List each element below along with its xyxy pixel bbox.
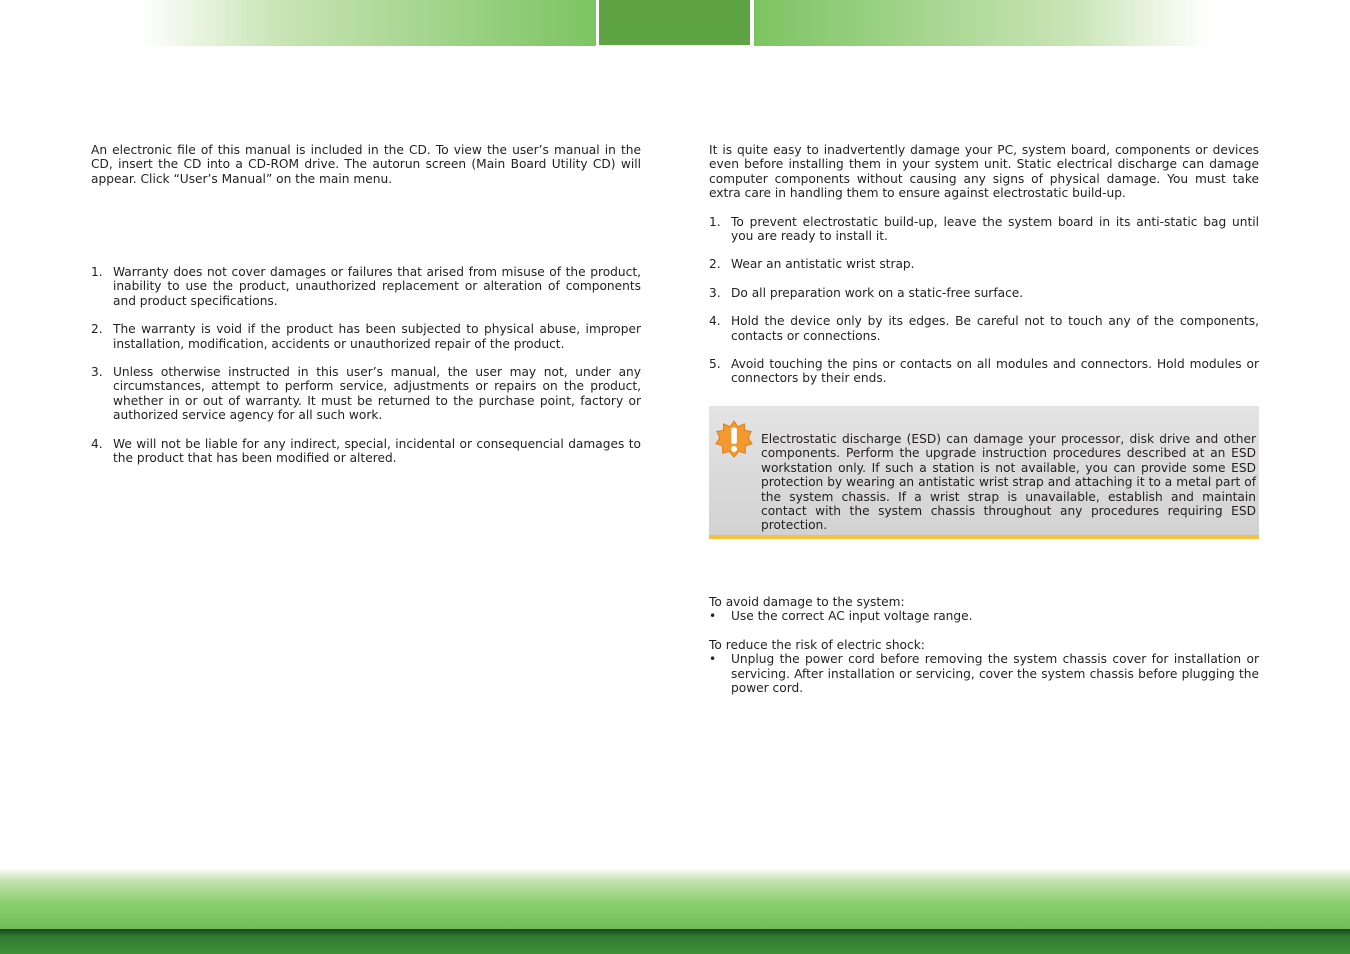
static-intro-paragraph: It is quite easy to inadvertently damage your PC, system board, components or devices even before installing them in your system unit. Static electrical discharge can damage computer components without causing any signs of physical damage. You must take extra care in handling them to ensure against electrostatic build-up. (709, 143, 1259, 201)
list-text: We will not be liable for any indirect, special, incidental or consequencial damages to the product that has been modified or altered. (113, 436, 641, 466)
list-text: The warranty is void if the product has been subjected to physical abuse, improper installation, modification, accidents or unauthorized repair of the product. (113, 322, 641, 351)
list-item (709, 314, 1259, 343)
list-item (709, 357, 1259, 386)
list-number: 1. (91, 265, 103, 279)
footer-band-dark (0, 929, 1350, 954)
header-band-left (140, 0, 596, 46)
bullet: • (709, 652, 717, 667)
list-number: 3. (91, 365, 103, 380)
list-text: Unplug the power cord before removing the system chassis cover for installation or servicing. After installation or servicing, cover the system chassis before plugging the power cord. (731, 652, 1259, 696)
footer-band-gradient (0, 868, 1350, 930)
static-list (709, 215, 1259, 386)
warranty-list (91, 265, 641, 465)
list-item (91, 365, 641, 423)
list-item (709, 609, 1259, 623)
esd-note-box (709, 406, 1259, 539)
list-text: Do all preparation work on a static-free surface. (731, 285, 1024, 300)
list-item (91, 437, 641, 466)
list-number: 1. (709, 214, 721, 229)
list-item (91, 265, 641, 308)
safety-section (709, 595, 1259, 695)
list-item (709, 652, 1259, 695)
list-item (709, 257, 1259, 271)
manual-paragraph: An electronic file of this manual is included in the CD. To view the user’s manual in the CD, insert the CD into a CD-ROM drive. The autorun screen (Main Board Utility CD) will appear. Click “User’s Manual” on the main menu. (91, 143, 641, 186)
list-number: 3. (709, 285, 721, 300)
safety-label-damage: To avoid damage to the system: (709, 595, 905, 609)
bullet: • (709, 609, 717, 624)
list-number: 2. (91, 322, 103, 337)
manual-section (91, 143, 641, 186)
warning-exclamation-icon (715, 420, 753, 458)
list-item (91, 322, 641, 351)
header-band-right (754, 0, 1210, 46)
safety-list-damage (709, 609, 1259, 623)
list-text: Avoid touching the pins or contacts on all modules and connectors. Hold modules or connectors by their ends. (731, 357, 1259, 386)
safety-list-shock (709, 652, 1259, 695)
list-text: To prevent electrostatic build-up, leave the system board in its anti-static bag until you are ready to install it. (731, 214, 1259, 244)
list-text: Hold the device only by its edges. Be careful not to touch any of the components, contacts or connections. (731, 314, 1259, 343)
list-item (709, 286, 1259, 300)
list-text: Wear an antistatic wrist strap. (731, 257, 915, 272)
list-text: Use the correct AC input voltage range. (731, 609, 973, 624)
list-number: 5. (709, 357, 721, 372)
list-text: Warranty does not cover damages or failures that arised from misuse of the product, inability to use the product, unauthorized replacement or alteration of components and product specifications. (113, 265, 641, 308)
static-section (709, 143, 1259, 386)
header-tab (599, 0, 750, 45)
safety-label-shock: To reduce the risk of electric shock: (709, 637, 925, 652)
warranty-section (91, 265, 641, 465)
list-number: 4. (709, 314, 721, 329)
list-number: 4. (91, 436, 103, 451)
esd-note-text: Electrostatic discharge (ESD) can damage your processor, disk drive and other components. Perform the upgrade instruction procedures described at an ESD workstation only. If such a station is not available, you can provide some ESD protection by wearing an antistatic wrist strap and attaching it to a metal part of the system chassis. If a wrist strap is unavailable, establish and maintain contact with the system chassis throughout any procedures requiring ESD protection. (761, 432, 1256, 533)
list-number: 2. (709, 257, 721, 272)
list-text: Unless otherwise instructed in this user’s manual, the user may not, under any circumstances, attempt to perform service, adjustments or repairs on the product, whether in or out of warranty. It must be returned to the purchase point, factory or authorized service agency for all such work. (113, 365, 641, 423)
list-item (709, 215, 1259, 244)
